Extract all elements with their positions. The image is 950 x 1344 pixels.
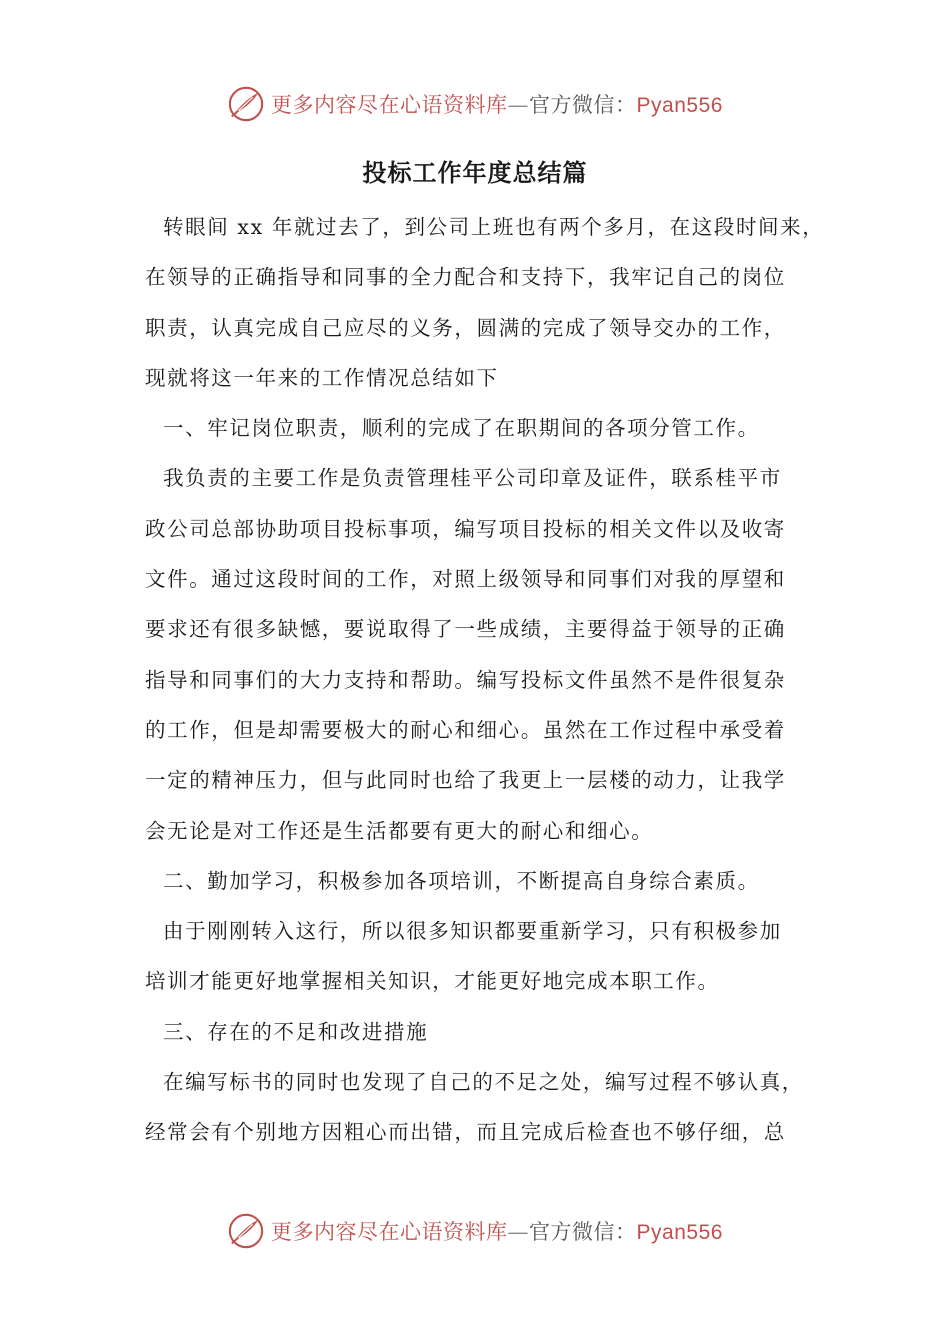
banner-wechat-id: Pyan556 [636, 1221, 723, 1244]
paragraph-line: 指导和同事们的大力支持和帮助。编写投标文件虽然不是件很复杂 [145, 667, 786, 692]
paragraph-line: 的工作，但是却需要极大的耐心和细心。虽然在工作过程中承受着 [145, 717, 786, 742]
paragraph-line: 在领导的正确指导和同事的全力配合和支持下，我牢记自己的岗位 [145, 265, 786, 290]
paragraph-line: 职责，认真完成自己应尽的义务，圆满的完成了领导交办的工作， [145, 315, 786, 340]
paragraph-line: 由于刚刚转入这行，所以很多知识都要重新学习，只有积极参加 [163, 919, 782, 944]
banner-wechat-label: 官方微信： [529, 93, 637, 117]
footer-banner [0, 1207, 950, 1255]
paragraph-line: 现就将这一年来的工作情况总结如下 [145, 365, 499, 390]
section-heading-2: 二、勤加学习，积极参加各项培训，不断提高自身综合素质。 [163, 868, 760, 893]
banner-separator: — [507, 93, 530, 117]
paragraph-line: 培训才能更好地掌握相关知识，才能更好地完成本职工作。 [145, 969, 720, 994]
paragraph-line: 在编写标书的同时也发现了自己的不足之处，编写过程不够认真， [163, 1070, 804, 1095]
paragraph-line: 文件。通过这段时间的工作，对照上级领导和同事们对我的厚望和 [145, 567, 786, 592]
paragraph-line: 政公司总部协助项目投标事项，编写项目投标的相关文件以及收寄 [145, 516, 786, 541]
header-banner [0, 80, 950, 128]
document-title: 投标工作年度总结篇 [362, 159, 588, 187]
section-heading-3: 三、存在的不足和改进措施 [163, 1019, 429, 1044]
paragraph-line: 转眼间 xx 年就过去了，到公司上班也有两个多月，在这段时间来， [163, 215, 825, 239]
banner-wechat-label: 官方微信： [529, 1220, 637, 1244]
paragraph-line: 经常会有个别地方因粗心而出错，而且完成后检查也不够仔细，总 [145, 1120, 786, 1145]
feather-pen-logo-icon [227, 1212, 265, 1250]
banner-wechat-id: Pyan556 [636, 94, 723, 117]
paragraph-line: 一定的精神压力，但与此同时也给了我更上一层楼的动力，让我学 [145, 768, 786, 793]
paragraph-line: 会无论是对工作还是生活都要有更大的耐心和细心。 [145, 818, 654, 843]
feather-pen-logo-icon [227, 85, 265, 123]
paragraph-line: 要求还有很多缺憾，要说取得了一些成绩，主要得益于领导的正确 [145, 617, 786, 642]
banner-separator: — [507, 1220, 530, 1244]
banner-brand: 更多内容尽在心语资料库 [271, 93, 508, 117]
document-body [145, 202, 825, 1158]
paragraph-line: 我负责的主要工作是负责管理桂平公司印章及证件，联系桂平市 [163, 466, 782, 491]
section-heading-1: 一、牢记岗位职责，顺利的完成了在职期间的各项分管工作。 [163, 416, 760, 441]
banner-brand: 更多内容尽在心语资料库 [271, 1220, 508, 1244]
